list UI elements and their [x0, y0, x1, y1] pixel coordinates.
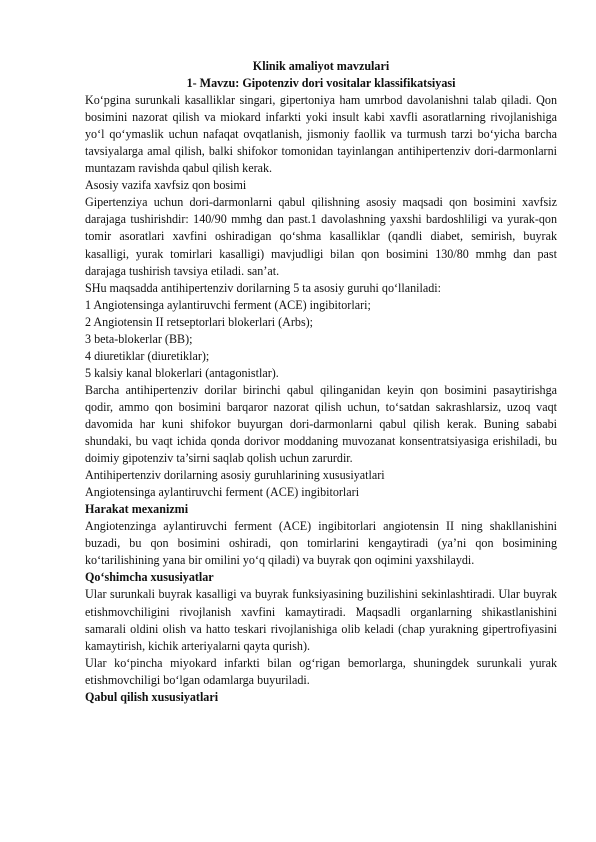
- group-item-5: 5 kalsiy kanal blokerlari (antagonistlar).: [85, 365, 279, 380]
- features-heading: Antihipertenziv dorilarning asosiy guruhlarining xususiyatlari: [85, 468, 385, 483]
- goal-heading: Asosiy vazifa xavfsiz qon bosimi: [85, 178, 247, 193]
- intro-paragraph: Ko‘pgina surunkali kasalliklar singari, gipertoniya ham umrbod davolanishni talab qiladi. Qon bosimini nazorat qilish va miokard infarkti yoki insult kabi xavfli asoratlarning rivojlanishiga yo‘l qo‘ymaslik uchun nafaqat ovqatlanish, jismoniy faollik va turmush tarzi bo‘yicha barcha tavsiyalarga amal qilish, balki shifokor tomonidan tayinlangan antihipertenziv dori-darmonlarni muntazam ravishda qabul qilish kerak.: [85, 93, 557, 176]
- group-item-1: 1 Angiotensinga aylantiruvchi ferment (ACE) ingibitorlari;: [85, 297, 371, 312]
- extra-features-heading: Qo‘shimcha xususiyatlar: [85, 570, 214, 585]
- group-item-4: 4 diuretiklar (diuretiklar);: [85, 348, 210, 363]
- ace-heading: Angiotensinga aylantiruvchi ferment (ACE) ingibitorlari: [85, 485, 360, 500]
- goal-paragraph: Gipertenziya uchun dori-darmonlarni qabul qilishning asosiy maqsadi qon bosimini xavfsiz darajaga tushirishdir: 140/90 mmhg dan past.1 davolashning yaxshi bardoshliligi va yurak-qon tomir asoratlari xavfini oshiradigan qo‘shma kasalliklar (qandli diabet, semirish, buyrak kasalligi, yurak tomirlari kasalligi) mavjudligi bilan qon bosimini 130/80 mmhg dan past darajaga tushirish tavsiya etiladi. san’at.: [85, 195, 557, 278]
- therapy-paragraph: Barcha antihipertenziv dorilar birinchi qabul qilinganidan keyin qon bosimini pasaytirishga qodir, ammo qon bosimini barqaror nazorat qilish uchun, to‘satdan sakrashlarsiz, uzoq vaqt davomida har kuni shifokor buyurgan dori-darmonlarni qabul qilish kerak. Buning sababi shundaki, bu vaqt ichida qonda dorivor moddaning muvozanat konsentratsiyasiga erishiladi, bu doimiy gipotenziv ta’sirni saqlab qolish uchun zarurdir.: [85, 382, 557, 466]
- document-title: Klinik amaliyot mavzulari: [252, 59, 390, 73]
- groups-intro: SHu maqsadda antihipertenziv dorilarning 5 ta asosiy guruhi qo‘llaniladi:: [85, 280, 442, 295]
- group-item-2: 2 Angiotensin II retseptorlari blokerlari (Arbs);: [85, 314, 314, 329]
- intake-heading: Qabul qilish xususiyatlari: [85, 689, 219, 704]
- mechanism-paragraph: Angiotenzinga aylantiruvchi ferment (ACE) ingibitorlari angiotensin II ning shakllanishini buzadi, bu qon bosimini oshiradi, qon tomirlarini kengaytiradi (ya’ni qon bosimining ko‘tarilishining yana bir omilini yo‘q qiladi) va buyrak qon oqimini yaxshilaydi.: [85, 519, 557, 568]
- extra-features-paragraph-1: Ular surunkali buyrak kasalligi va buyrak funksiyasining buzilishini sekinlashtiradi. Ular buyrak etishmovchiligini rivojlanish xavfini kamaytiradi. Maqsadli organlarning shikastlanishini samarali oldini olish va hatto teskari rivojlanishiga olib keladi (chap yurakning gipertrofiyasini kamaytirish, kichik arteriyalarni qayta qurish).: [85, 587, 557, 653]
- topic-subtitle: 1- Mavzu: Gipotenziv dori vositalar klassifikatsiyasi: [186, 76, 456, 91]
- document-page: [85, 58, 557, 706]
- extra-features-paragraph-2: Ular ko‘pincha miyokard infarkti bilan og‘rigan bemorlarga, shuningdek surunkali yurak etishmovchiligi bo‘lgan odamlarga buyuriladi.: [85, 655, 557, 687]
- group-item-3: 3 beta-blokerlar (BB);: [85, 331, 193, 346]
- mechanism-heading: Harakat mexanizmi: [85, 502, 189, 517]
